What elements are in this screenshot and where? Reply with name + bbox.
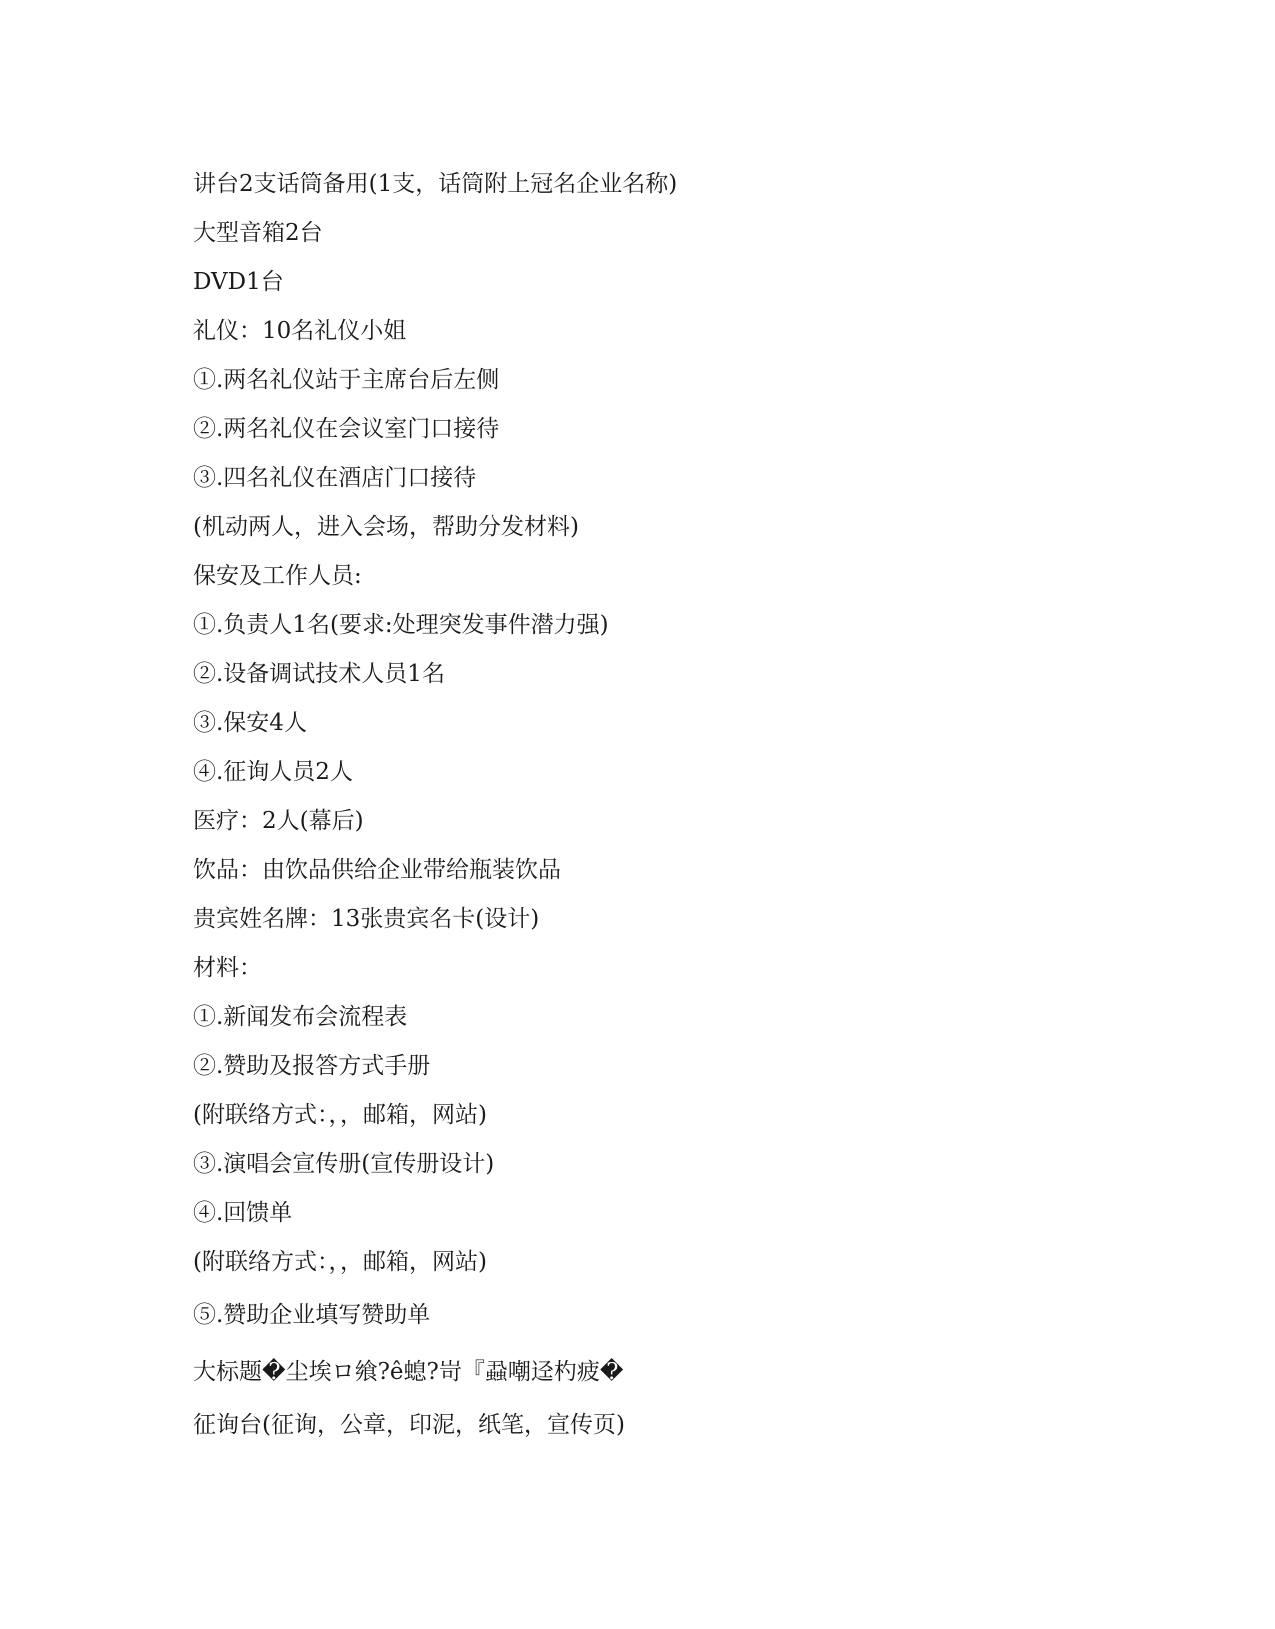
text-line: 礼仪：10名礼仪小姐 [193,318,407,344]
text-line: 医疗：2人(幕后) [193,808,364,834]
text-line: ③.演唱会宣传册(宣传册设计) [193,1151,495,1177]
text-line: ⑤.赞助企业填写赞助单 [193,1302,431,1328]
text-line: ③.保安4人 [193,710,307,736]
text-line: ③.四名礼仪在酒店门口接待 [193,465,477,491]
text-line: (附联络方式：，，邮箱，网站) [193,1249,487,1275]
text-line: 大标题�尘埃ロ飨?ê螅?岢『蝨嘲迳杓疲� [193,1359,624,1385]
text-line: (机动两人，进入会场，帮助分发材料) [193,514,579,540]
text-line: ②.两名礼仪在会议室门口接待 [193,416,500,442]
text-line: DVD1台 [193,269,284,295]
text-line: ④.回馈单 [193,1200,293,1226]
text-line: 饮品：由饮品供给企业带给瓶装饮品 [193,857,561,883]
text-line: 材料： [193,955,262,981]
text-line: (附联络方式：，，邮箱，网站) [193,1102,487,1128]
document-body [193,160,1093,1450]
text-line: 征询台(征询，公章，印泥，纸笔，宣传页) [193,1412,625,1438]
text-line: ①.新闻发布会流程表 [193,1004,408,1030]
text-line: 大型音箱2台 [193,220,323,246]
text-line: 贵宾姓名牌：13张贵宾名卡(设计) [193,906,540,932]
text-line: ①.负责人1名(要求:处理突发事件潜力强) [193,612,609,638]
text-line: ②.设备调试技术人员1名 [193,661,445,687]
text-line: ①.两名礼仪站于主席台后左侧 [193,367,500,393]
text-line: ④.征询人员2人 [193,759,353,785]
text-line: 讲台2支话筒备用(1支，话筒附上冠名企业名称) [193,171,678,197]
text-line: ②.赞助及报答方式手册 [193,1053,431,1079]
text-line: 保安及工作人员: [193,563,362,589]
